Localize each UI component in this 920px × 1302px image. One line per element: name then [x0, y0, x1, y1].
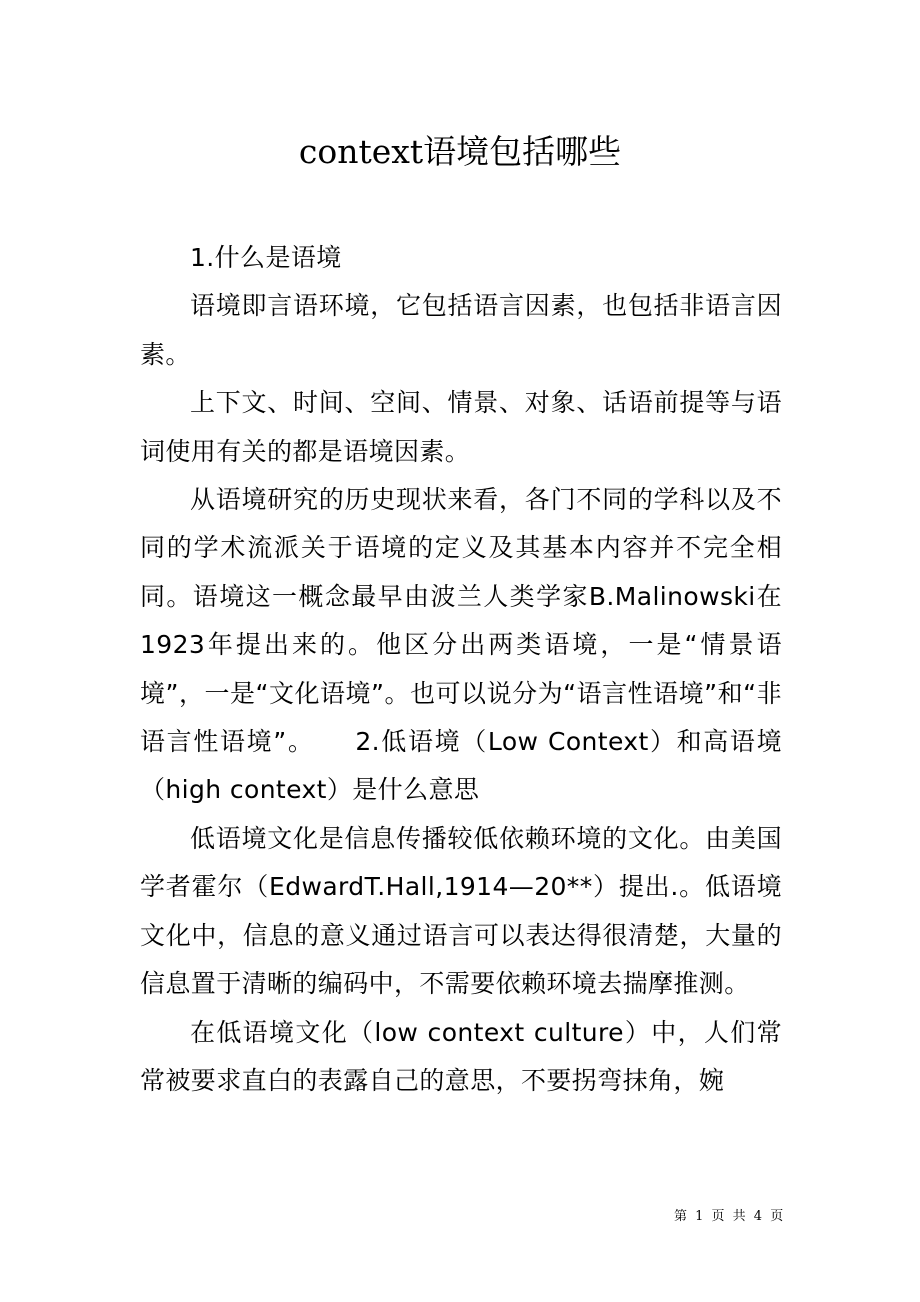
document-body	[140, 234, 782, 1105]
paragraph-low-context: 低语境文化是信息传播较低依赖环境的文化。由美国学者霍尔（EdwardT.Hall,1914—20**）提出.。低语境文化中，信息的意义通过语言可以表达得很清楚，大量的信息置于清晰的编码中，不需要依赖环境去揣摩推测。	[140, 823, 782, 999]
paragraph-heading-1: 1.什么是语境	[190, 243, 342, 272]
document-title: context语境包括哪些	[298, 132, 622, 171]
paragraph-history: 从语境研究的历史现状来看，各门不同的学科以及不同的学术流派关于语境的定义及其基本内容并不完全相同。语境这一概念最早由波兰人类学家B.Malinowski在1923年提出来的。他区分出两类语境，一是“情景语境”，一是“文化语境”。也可以说分为“语言性语境”和“非语言性语境”。 2.低语境（Low Context）和高语境（high context）是什么意思	[140, 485, 782, 805]
paragraph-definition: 语境即言语环境，它包括语言因素，也包括非语言因素。	[140, 291, 782, 369]
paragraph-low-context-culture: 在低语境文化（low context culture）中，人们常常被要求直白的表露自己的意思，不要拐弯抹角，婉	[140, 1017, 782, 1095]
paragraph-factors: 上下文、时间、空间、情景、对象、话语前提等与语词使用有关的都是语境因素。	[140, 388, 782, 466]
page-number: 第 1 页 共 4 页	[674, 1209, 786, 1224]
